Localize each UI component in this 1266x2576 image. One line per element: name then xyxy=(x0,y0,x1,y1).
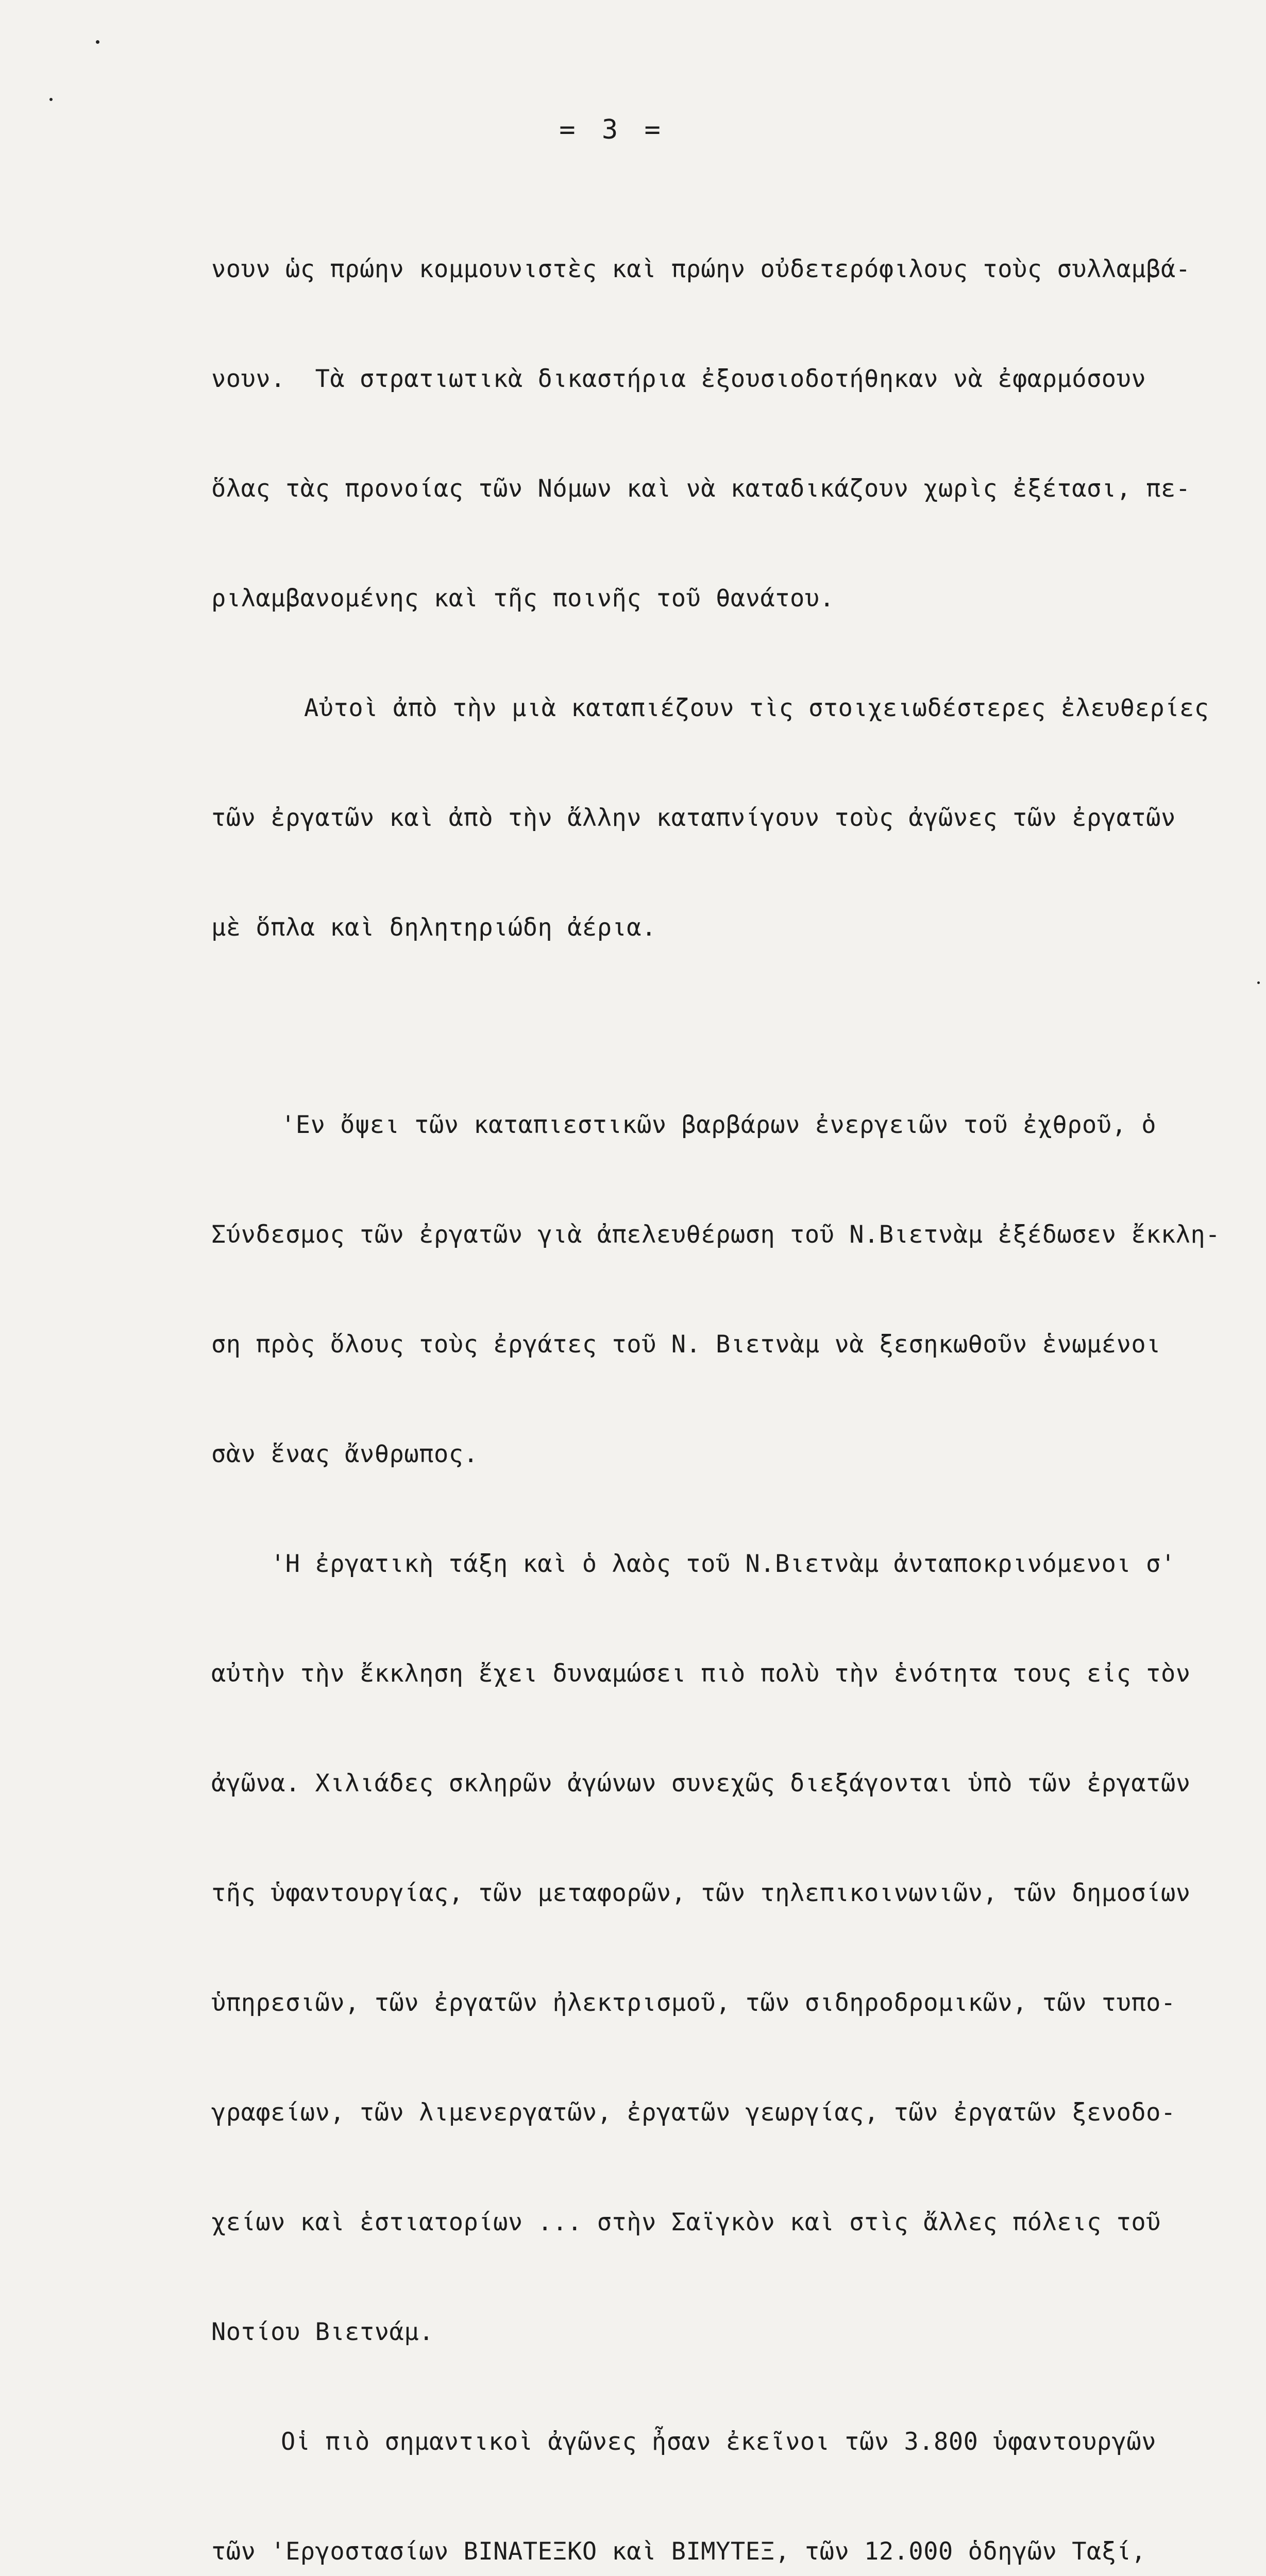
typewritten-body xyxy=(211,178,1257,2576)
paragraph-gap xyxy=(211,1019,1257,1033)
text-line: χείων καὶ ἑστιατορίων ... στὴν Σαϊγκὸν καὶ στὶς ἄλλες πόλεις τοῦ xyxy=(211,2208,1161,2236)
text-line: ση πρὸς ὅλους τοὺς ἐργάτες τοῦ Ν. Βιετνὰμ νὰ ξεσηκωθοῦν ἑνωμένοι xyxy=(211,1330,1161,1359)
text-line: αὐτὴν τὴν ἔκκληση ἔχει δυναμώσει πιὸ πολὺ τὴν ἑνότητα τους εἰς τὸν xyxy=(211,1659,1191,1688)
text-line: τῶν 'Εργοστασίων ΒΙΝΑΤΕΞΚΟ καὶ ΒΙΜΥΤΕΞ, τῶν 12.000 ὁδηγῶν Ταξί, xyxy=(211,2537,1146,2566)
text-line: μὲ ὅπλα καὶ δηλητηριώδη ἀέρια. xyxy=(211,913,656,942)
text-line: ὅλας τὰς προνοίας τῶν Νόμων καὶ νὰ καταδικάζουν χωρὶς ἐξέτασι, πε- xyxy=(211,474,1191,503)
text-line: ὑπηρεσιῶν, τῶν ἐργατῶν ἠλεκτρισμοῦ, τῶν σιδηροδρομικῶν, τῶν τυπο- xyxy=(211,1989,1176,2017)
text-line: 'Η ἐργατικὴ τάξη καὶ ὁ λαὸς τοῦ Ν.Βιετνὰμ ἀνταποκρινόμενοι σ' xyxy=(271,1550,1176,1578)
text-line: 'Εν ὄψει τῶν καταπιεστικῶν βαρβάρων ἐνεργειῶν τοῦ ἐχθροῦ, ὁ xyxy=(281,1111,1156,1139)
text-line: νουν ὡς πρώην κομμουνιστὲς καὶ πρώην οὐδετερόφιλους τοὺς συλλαμβά- xyxy=(211,255,1191,283)
text-line: νουν. Τὰ στρατιωτικὰ δικαστήρια ἐξουσιοδοτήθηκαν νὰ ἐφαρμόσουν xyxy=(211,365,1146,393)
page-number: = 3 = xyxy=(559,114,666,145)
scan-speck xyxy=(1257,981,1260,984)
text-line: Αὐτοὶ ἀπὸ τὴν μιὰ καταπιέζουν τὶς στοιχειωδέστερες ἐλευθερίες xyxy=(304,694,1209,722)
text-line: ἀγῶνα. Χιλιάδες σκληρῶν ἀγώνων συνεχῶς διεξάγονται ὑπὸ τῶν ἐργατῶν xyxy=(211,1769,1191,1798)
text-line: ριλαμβανομένης καὶ τῆς ποινῆς τοῦ θανάτου. xyxy=(211,584,835,613)
text-line: τῆς ὑφαντουργίας, τῶν μεταφορῶν, τῶν τηλεπικοινωνιῶν, τῶν δημοσίων xyxy=(211,1879,1191,1907)
text-line: τῶν ἐργατῶν καὶ ἀπὸ τὴν ἄλλην καταπνίγουν τοὺς ἀγῶνες τῶν ἐργατῶν xyxy=(211,804,1176,832)
text-line: γραφείων, τῶν λιμενεργατῶν, ἐργατῶν γεωργίας, τῶν ἐργατῶν ξενοδο- xyxy=(211,2098,1176,2127)
text-line: σὰν ἕνας ἄνθρωπος. xyxy=(211,1440,479,1468)
text-line: Νοτίου Βιετνάμ. xyxy=(211,2318,434,2346)
text-line: Οἱ πιὸ σημαντικοὶ ἀγῶνες ἦσαν ἐκεῖνοι τῶν 3.800 ὑφαντουργῶν xyxy=(281,2428,1156,2456)
scan-speck xyxy=(96,40,99,44)
scan-speck xyxy=(49,98,53,101)
text-line: Σύνδεσμος τῶν ἐργατῶν γιὰ ἀπελευθέρωση τοῦ Ν.Βιετνὰμ ἐξέδωσεν ἔκκλη- xyxy=(211,1221,1221,1249)
